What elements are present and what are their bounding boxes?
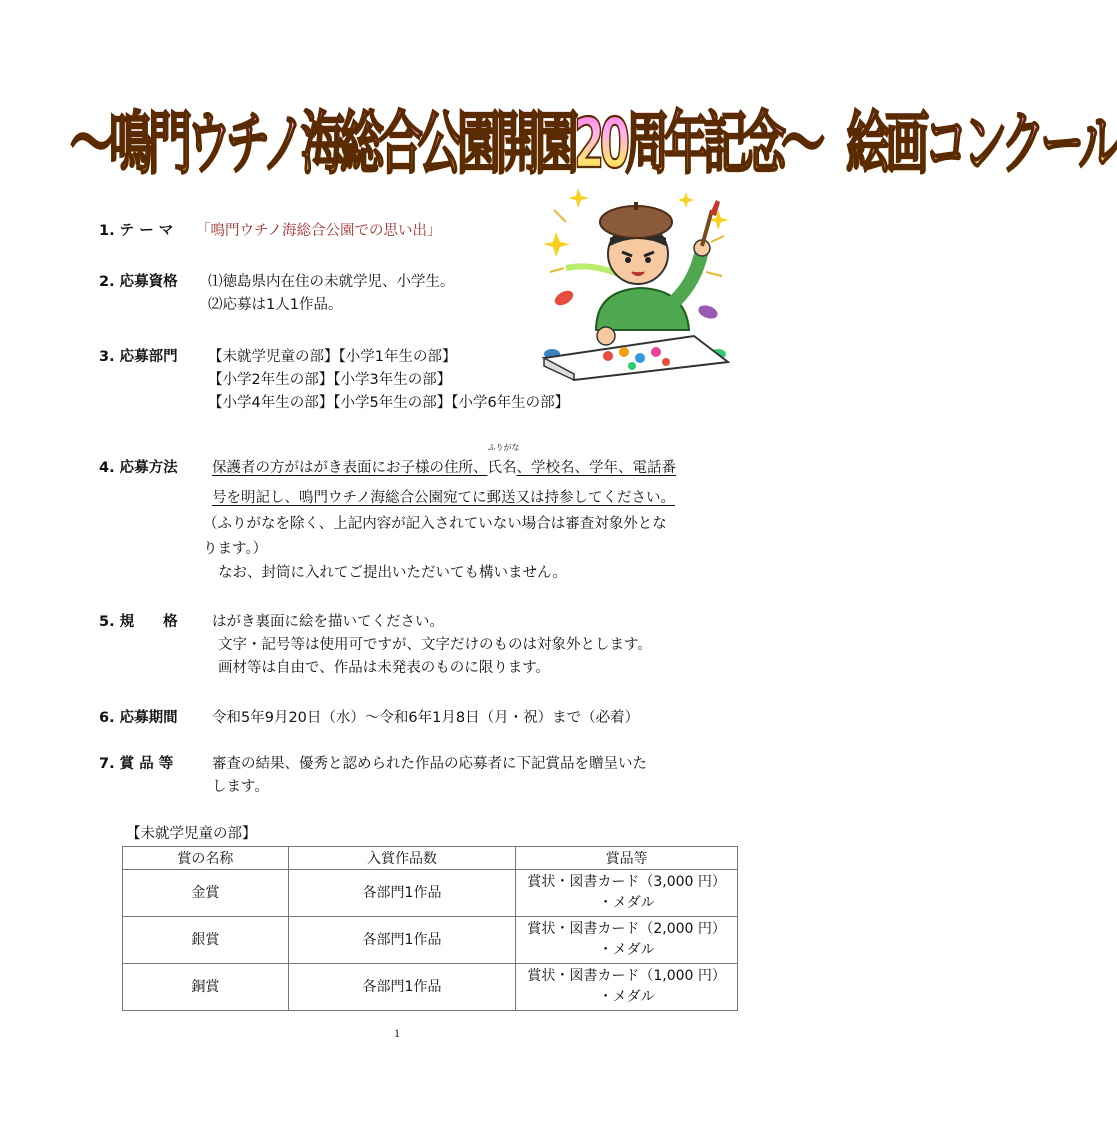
eligibility-line1: ⑴徳島県内在住の未就学児、小学生。 — [208, 274, 455, 290]
period-label: 6. 応募期間 — [99, 710, 178, 726]
prize-line2: ・メダル — [598, 895, 655, 911]
method-line1 — [212, 443, 676, 480]
prize-detail — [516, 917, 738, 964]
award-name: 銀賞 — [123, 917, 289, 964]
format-label: 5. 規 格 — [99, 614, 178, 630]
header-winner-count: 入賞作品数 — [288, 847, 516, 870]
theme-value: 「鳴門ウチノ海総合公園での思い出」 — [196, 223, 442, 239]
ruby-base: 氏名 — [487, 460, 517, 476]
painter-boy-illustration — [536, 180, 736, 388]
eligibility-label: 2. 応募資格 — [99, 274, 178, 290]
prize-table — [122, 846, 738, 1011]
method-line1-post: 、学校名、学年、電話番 — [516, 460, 676, 476]
table-caption: 【未就学児童の部】 — [126, 826, 257, 842]
divisions-label: 3. 応募部門 — [99, 349, 178, 365]
title-part1: ～鳴門ウチノ海総合公園開園20周年記念～ — [70, 105, 821, 185]
method-line2: 号を明記し、鳴門ウチノ海総合公園宛てに郵送又は持参してください。 — [212, 490, 675, 506]
prize-detail — [516, 964, 738, 1011]
divisions-line2: 【小学2年生の部】【小学3年生の部】 — [208, 372, 452, 388]
title-part2: 絵画コンクール — [846, 105, 1117, 185]
format-line1: はがき裏面に絵を描いてください。 — [212, 614, 444, 630]
section-theme — [99, 219, 173, 243]
prize-line2: ・メダル — [598, 989, 655, 1005]
divisions-line1: 【未就学児童の部】【小学1年生の部】 — [208, 349, 457, 365]
table-row — [123, 917, 738, 964]
ruby-name — [487, 443, 520, 480]
method-line4: ります。） — [203, 541, 268, 557]
eligibility-line2: ⑵応募は1人1作品。 — [208, 297, 343, 313]
prize-line1: 賞状・図書カード（2,000 円） — [527, 921, 726, 937]
award-name: 金賞 — [123, 870, 289, 917]
method-line3: （ふりがなを除く、上記内容が記入されていない場合は審査対象外とな — [203, 516, 667, 532]
header-prize: 賞品等 — [516, 847, 738, 870]
winner-count: 各部門1作品 — [288, 917, 516, 964]
page-title — [70, 82, 1117, 185]
period-value: 令和5年9月20日（水）～令和6年1月8日（月・祝）まで（必着） — [212, 710, 640, 726]
method-line5: なお、封筒に入れてご提出いただいても構いません。 — [218, 565, 567, 581]
prize-detail — [516, 870, 738, 917]
prizes-line2: します。 — [212, 779, 269, 795]
prizes-line1: 審査の結果、優秀と認められた作品の応募者に下記賞品を贈呈いた — [212, 756, 647, 772]
method-label: 4. 応募方法 — [99, 460, 178, 476]
prizes-label: 7. 賞 品 等 — [99, 756, 174, 772]
winner-count: 各部門1作品 — [288, 964, 516, 1011]
prize-line2: ・メダル — [598, 942, 655, 958]
table-row — [123, 964, 738, 1011]
table-row — [123, 870, 738, 917]
prize-line1: 賞状・図書カード（3,000 円） — [527, 874, 726, 890]
page-number: 1 — [394, 1026, 400, 1040]
theme-label: 1. テ ー マ — [99, 223, 174, 239]
header-award-name: 賞の名称 — [123, 847, 289, 870]
ruby-text: ふりがな — [487, 443, 520, 452]
award-name: 銅賞 — [123, 964, 289, 1011]
divisions-line3: 【小学4年生の部】【小学5年生の部】【小学6年生の部】 — [208, 395, 570, 411]
table-header-row — [123, 847, 738, 870]
winner-count: 各部門1作品 — [288, 870, 516, 917]
prize-line1: 賞状・図書カード（1,000 円） — [527, 968, 726, 984]
method-line1-pre: 保護者の方がはがき表面にお子様の住所、 — [212, 460, 488, 476]
format-line3: 画材等は自由で、作品は未発表のものに限ります。 — [218, 660, 551, 676]
format-line2: 文字・記号等は使用可ですが、文字だけのものは対象外とします。 — [218, 637, 652, 653]
